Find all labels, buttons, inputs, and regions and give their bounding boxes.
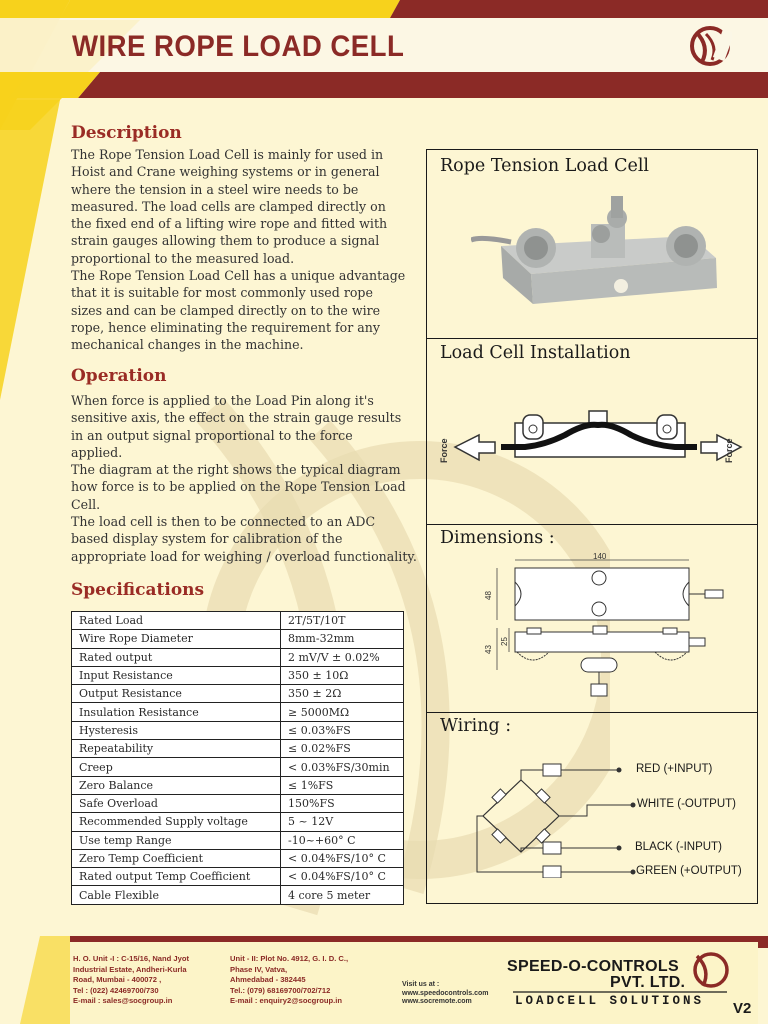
spec-name: Input Resistance <box>72 666 281 684</box>
table-row <box>72 794 404 812</box>
operation-heading: Operation <box>71 366 167 386</box>
table-row <box>72 630 404 648</box>
spec-name: Output Resistance <box>72 685 281 703</box>
spec-name: Zero Balance <box>72 776 281 794</box>
brand-suffix: PVT. LTD. <box>610 974 686 991</box>
spec-value: 4 core 5 meter <box>281 886 404 904</box>
head-office-address: H. O. Unit -I : C-15/16, Nand Jyot Industrial Estate, Andheri-Kurla Road, Mumbai - 400072 , Tel : (022) 42469700/730 E-mail : sales@socgroup.in <box>73 954 190 1005</box>
wire-label-white: WHITE (-OUTPUT) <box>637 798 737 810</box>
table-row <box>72 831 404 849</box>
footer-wedge <box>0 936 70 1024</box>
dim-width-label: 140 <box>593 552 607 561</box>
spec-name: Rated output Temp Coefficient <box>72 868 281 886</box>
table-row <box>72 703 404 721</box>
page-title: WIRE ROPE LOAD CELL <box>72 30 405 63</box>
table-row <box>72 849 404 867</box>
header-graphic <box>0 0 768 130</box>
spec-value: ≤ 0.03%FS <box>281 721 404 739</box>
spec-name: Creep <box>72 758 281 776</box>
dim-height-label: 48 <box>484 591 493 600</box>
version-label: V2 <box>733 1000 752 1017</box>
website-link-1[interactable]: www.speedocontrols.com <box>402 990 489 997</box>
dimensions-drawing <box>477 550 747 710</box>
table-row <box>72 740 404 758</box>
table-row <box>72 648 404 666</box>
table-row <box>72 813 404 831</box>
spec-value: 350 ± 2Ω <box>281 685 404 703</box>
spec-value: < 0.03%FS/30min <box>281 758 404 776</box>
spec-value: 350 ± 10Ω <box>281 666 404 684</box>
unit-two-address: Unit - II: Plot No. 4912, G. I. D. C., Phase IV, Vatva, Ahmedabad - 382445 Tel.: (079) 68169700/702/712 E-mail : enquiry2@socgroup.in <box>230 954 349 1005</box>
spec-name: Hysteresis <box>72 721 281 739</box>
description-text: The Rope Tension Load Cell is mainly for used in Hoist and Crane weighing systems or in general where the tension in a steel wire needs to be measured. The load cells are clamped directly on the fixed end of a lifting wire rope and fitted with strain gauges allowing them to produce a signal proportional to the measured load. The Rope Tension Load Cell has a unique advantage that it is suitable for most commonly used rope sizes and can be clamped directly on to the wire rope, hence eliminating the requirement for any mechanical changes in the machine. <box>71 147 406 353</box>
specifications-heading: Specifications <box>71 580 205 600</box>
dimensions-panel-title: Dimensions : <box>440 528 555 548</box>
spec-name: Use temp Range <box>72 831 281 849</box>
wire-label-green: GREEN (+OUTPUT) <box>636 865 742 877</box>
product-panel-title: Rope Tension Load Cell <box>440 156 650 176</box>
brand-name: SPEED-O-CONTROLS <box>507 958 679 975</box>
spec-value: 5 ~ 12V <box>281 813 404 831</box>
load-cell-photo <box>471 196 721 316</box>
spec-value: ≤ 0.02%FS <box>281 740 404 758</box>
dim-inner-label: 25 <box>500 637 509 646</box>
right-panel <box>426 149 758 904</box>
dim-total-label: 43 <box>484 645 493 654</box>
table-row <box>72 666 404 684</box>
website-link-2[interactable]: www.socremote.com <box>402 998 472 1005</box>
spec-name: Insulation Resistance <box>72 703 281 721</box>
spec-value: 2 mV/V ± 0.02% <box>281 648 404 666</box>
spec-value: 8mm-32mm <box>281 630 404 648</box>
table-row <box>72 868 404 886</box>
company-logo-icon <box>688 24 732 68</box>
force-label-left: Force <box>439 438 449 463</box>
specifications-table <box>71 611 404 905</box>
table-row <box>72 721 404 739</box>
wiring-diagram <box>467 748 637 878</box>
spec-value: -10~+60° C <box>281 831 404 849</box>
operation-text: When force is applied to the Load Pin along it's sensitive axis, the effect on the strain gauge results in an output signal proportional to the force applied. The diagram at the right shows the typical diagram how force is to be applied on the Rope Tension Load Cell. The load cell is then to be connected to an ADC based display system for calibration of the appropriate load for weighing / overload functionality. <box>71 393 417 564</box>
spec-name: Safe Overload <box>72 794 281 812</box>
installation-panel-title: Load Cell Installation <box>440 343 631 363</box>
spec-name: Recommended Supply voltage <box>72 813 281 831</box>
installation-diagram <box>435 405 753 475</box>
wiring-panel-title: Wiring : <box>440 716 512 736</box>
wire-label-red: RED (+INPUT) <box>636 763 713 775</box>
spec-name: Repeatability <box>72 740 281 758</box>
wire-label-black: BLACK (-INPUT) <box>635 841 722 853</box>
table-row <box>72 758 404 776</box>
spec-name: Wire Rope Diameter <box>72 630 281 648</box>
spec-value: 150%FS <box>281 794 404 812</box>
brand-tagline: LOADCELL SOLUTIONS <box>515 994 705 1008</box>
table-row <box>72 886 404 904</box>
spec-value: < 0.04%FS/10° C <box>281 849 404 867</box>
table-row <box>72 685 404 703</box>
visit-label: Visit us at : <box>402 981 440 988</box>
spec-name: Rated output <box>72 648 281 666</box>
side-wedge <box>0 100 70 400</box>
table-row <box>72 612 404 630</box>
force-label-right: Force <box>724 438 734 463</box>
spec-name: Rated Load <box>72 612 281 630</box>
spec-name: Cable Flexible <box>72 886 281 904</box>
spec-name: Zero Temp Coefficient <box>72 849 281 867</box>
spec-value: 2T/5T/10T <box>281 612 404 630</box>
table-row <box>72 776 404 794</box>
spec-value: ≥ 5000MΩ <box>281 703 404 721</box>
spec-value: ≤ 1%FS <box>281 776 404 794</box>
description-heading: Description <box>71 123 182 143</box>
spec-value: < 0.04%FS/10° C <box>281 868 404 886</box>
